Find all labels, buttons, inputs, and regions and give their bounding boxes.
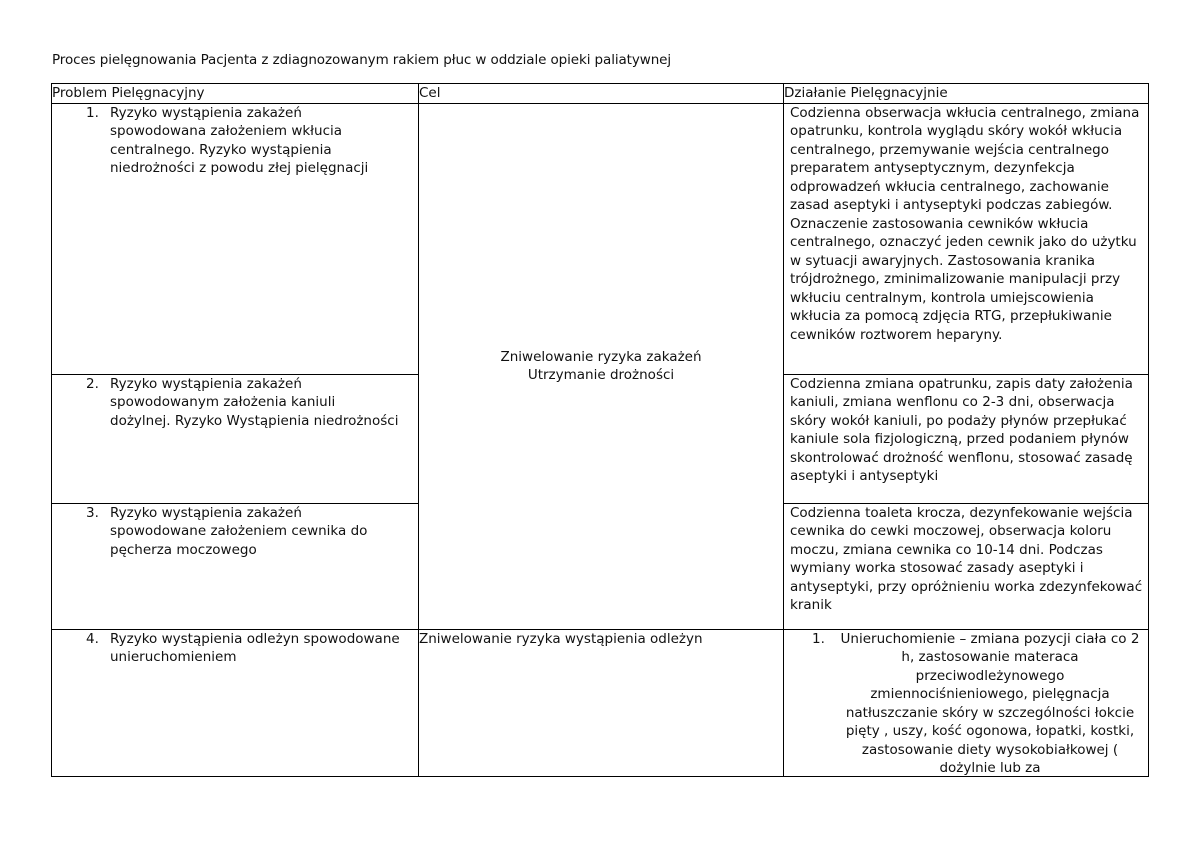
action-cell [784, 103, 1149, 374]
action-text: Codzienna obserwacja wkłucia centralnego, zmiana opatrunku, kontrola wyglądu skóry wokół wkłucia centralnego, przemywanie wejścia centralnego preparatem antyseptycznym, dezynfekcja odprowadzeń wkłucia centralnego, zachowanie zasad aseptyki i antyseptyki podczas zabiegów. Oznaczenie zastosowania cewników wkłucia centralnego, oznaczyć jeden cewnik jako do użytku w sytuacji awaryjnych. Zastosowania kranika trójdrożnego, zminimalizowanie manipulacji przy wkłuciu centralnym, kontrola umiejscowienia wkłucia za pomocą zdjęcia RTG, przepłukiwanie cewników roztworem heparyny. [790, 104, 1140, 343]
problem-item [86, 504, 418, 560]
problem-cell [52, 629, 419, 776]
goal-cell-merged [419, 103, 784, 629]
action-cell [784, 503, 1149, 629]
problem-cell [52, 503, 419, 629]
header-problem: Problem Pielęgnacyjny [52, 84, 419, 104]
action-text: Codzienna toaleta krocza, dezynfekowanie wejścia cewnika do cewki moczowej, obserwacja koloru moczu, zmiana cewnika co 10-14 dni. Podczas wymiany worka stosować zasady aseptyki i antyseptyki, przy opróżnieniu worka zdezynfekować kranik [790, 504, 1143, 613]
table-row [52, 629, 1149, 776]
action-text: Codzienna zmiana opatrunku, zapis daty założenia kaniuli, zmiana wenflonu co 2-3 dni, obserwacja skóry wokół kaniuli, po podaży płynów przepłukać kaniule sola fizjologiczną, przed podaniem płynów skontrolować drożność wenflonu, stosować zasadę aseptyki i antyseptyki [790, 375, 1133, 484]
problem-cell [52, 103, 419, 374]
header-goal: Cel [419, 84, 784, 104]
action-item [812, 630, 1148, 776]
problem-number: 4. [86, 630, 99, 647]
problem-list [52, 630, 418, 667]
problem-list [52, 504, 418, 560]
document-title: Proces pielęgnowania Pacjenta z zdiagnozowanym rakiem płuc w oddziale opieki paliatywnej [52, 52, 672, 68]
action-number: 1. [812, 630, 825, 647]
problem-text: Ryzyko wystąpienia zakażeń spowodowana założeniem wkłucia centralnego. Ryzyko wystąpienia niedrożności z powodu złej pielęgnacji [110, 104, 369, 176]
goal-text: Zniwelowanie ryzyka wystąpienia odleżyn [419, 630, 703, 647]
problem-text: Ryzyko wystąpienia zakażeń spowodowanym założenia kaniuli dożylnej. Ryzyko Wystąpienia niedrożności [110, 375, 399, 429]
problem-number: 3. [86, 504, 99, 521]
problem-item [86, 630, 418, 667]
goal-line-1: Zniwelowanie ryzyka zakażeń [500, 348, 702, 365]
problem-list [52, 375, 418, 431]
header-action: Działanie Pielęgnacyjnie [784, 84, 1149, 104]
problem-number: 1. [86, 104, 99, 121]
action-cell [784, 374, 1149, 503]
problem-cell [52, 374, 419, 503]
goal-line-2: Utrzymanie drożności [527, 367, 675, 383]
action-list [784, 630, 1148, 776]
nursing-care-table [51, 83, 1149, 777]
action-clip [784, 630, 1148, 776]
problem-text: Ryzyko wystąpienia odleżyn spowodowane unieruchomieniem [110, 630, 400, 665]
problem-list [52, 104, 418, 178]
action-cell [784, 629, 1149, 776]
problem-number: 2. [86, 375, 99, 392]
table-header-row [52, 84, 1149, 104]
goal-cell [419, 629, 784, 776]
action-text: Unieruchomienie – zmiana pozycji ciała co 2 h, zastosowanie materaca przeciwodleżynowego zmiennociśnieniowego, pielęgnacja natłuszczanie skóry w szczególności łokcie pięty , uszy, kość ogonowa, łopatki, kostki, zastosowanie diety wysokobiałkowej ( dożylnie lub za [840, 630, 1140, 776]
problem-item [86, 104, 418, 178]
table-row [52, 103, 1149, 374]
problem-text: Ryzyko wystąpienia zakażeń spowodowane założeniem cewnika do pęcherza moczowego [110, 504, 368, 558]
problem-item [86, 375, 418, 431]
